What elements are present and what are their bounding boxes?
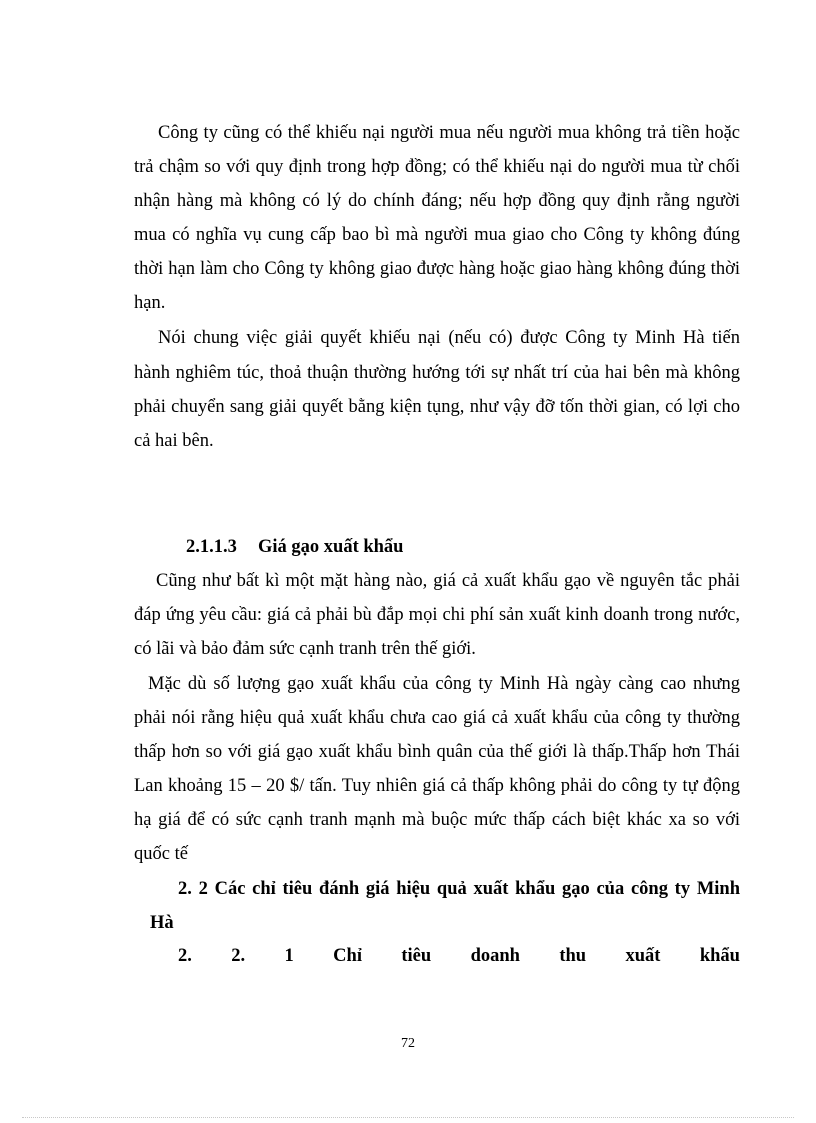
section-heading-2-2-line-1: 2. 2 Các chỉ tiêu đánh giá hiệu quả xuất khẩu gạo của công ty Minh	[178, 879, 740, 899]
paragraph-1-line-2: trả chậm so với quy định trong hợp đồng; có thể khiếu nại do người mua từ chối	[134, 157, 740, 177]
paragraph-4-line-6: quốc tế	[134, 844, 188, 864]
section-heading-2-2-line-2: Hà	[150, 913, 174, 933]
paragraph-4-line-3: thấp hơn so với giá gạo xuất khẩu bình quân của thế giới là thấp.Thấp hơn Thái	[134, 742, 740, 762]
paragraph-2-line-3: phải chuyển sang giải quyết bằng kiện tụng, như vậy đỡ tốn thời gian, có lợi cho	[134, 397, 740, 417]
section-heading-2-1-1-3	[186, 535, 746, 559]
paragraph-3-line-1: Cũng như bất kì một mặt hàng nào, giá cả xuất khẩu gạo về nguyên tắc phải	[156, 571, 740, 591]
heading-word: thu	[559, 946, 587, 966]
heading-word: 2.	[178, 946, 192, 966]
page-bottom-divider	[22, 1117, 794, 1118]
paragraph-4-line-2: phải nói rằng hiệu quả xuất khẩu chưa cao giá cả xuất khẩu của công ty thường	[134, 708, 740, 728]
page-number: 72	[401, 1036, 415, 1051]
heading-word: Chỉ	[333, 946, 362, 966]
paragraph-1-line-6: hạn.	[134, 293, 166, 313]
heading-word: 2.	[231, 946, 246, 966]
paragraph-2-line-4: cả hai bên.	[134, 431, 214, 451]
paragraph-4-line-4: Lan khoảng 15 – 20 $/ tấn. Tuy nhiên giá cả thấp không phải do công ty tự động	[134, 776, 740, 796]
heading-word: doanh	[470, 946, 520, 966]
paragraph-3-line-3: có lãi và bảo đảm sức cạnh tranh trên thế giới.	[134, 639, 476, 659]
section-title: Giá gạo xuất khẩu	[258, 537, 404, 557]
paragraph-1-line-4: mua có nghĩa vụ cung cấp bao bì mà người mua giao cho Công ty không đúng	[134, 225, 740, 245]
section-number: 2.1.1.3	[186, 537, 237, 557]
heading-word: tiêu	[401, 946, 432, 966]
paragraph-3-line-2: đáp ứng yêu cầu: giá cả phải bù đắp mọi chi phí sản xuất kinh doanh trong nước,	[134, 605, 740, 625]
paragraph-2-line-2: hành nghiêm túc, thoả thuận thường hướng tới sự nhất trí của hai bên mà không	[134, 363, 740, 383]
paragraph-4-line-1: Mặc dù số lượng gạo xuất khẩu của công ty Minh Hà ngày càng cao nhưng	[148, 674, 740, 694]
paragraph-1-line-3: nhận hàng mà không có lý do chính đáng; nếu hợp đồng quy định rằng người	[134, 191, 740, 211]
heading-word: 1	[284, 946, 294, 966]
paragraph-4-line-5: hạ giá để có sức cạnh tranh mạnh mà buộc mức thấp cách biệt khác xa so với	[134, 810, 740, 830]
section-heading-2-2-1	[178, 944, 740, 968]
paragraph-1-line-5: thời hạn làm cho Công ty không giao được hàng hoặc giao hàng không đúng thời	[134, 259, 740, 279]
heading-word: khẩu	[699, 946, 740, 966]
paragraph-1-line-1: Công ty cũng có thể khiếu nại người mua nếu người mua không trả tiền hoặc	[158, 123, 740, 143]
paragraph-2-line-1: Nói chung việc giải quyết khiếu nại (nếu có) được Công ty Minh Hà tiến	[158, 328, 740, 348]
heading-word: xuất	[625, 946, 661, 966]
